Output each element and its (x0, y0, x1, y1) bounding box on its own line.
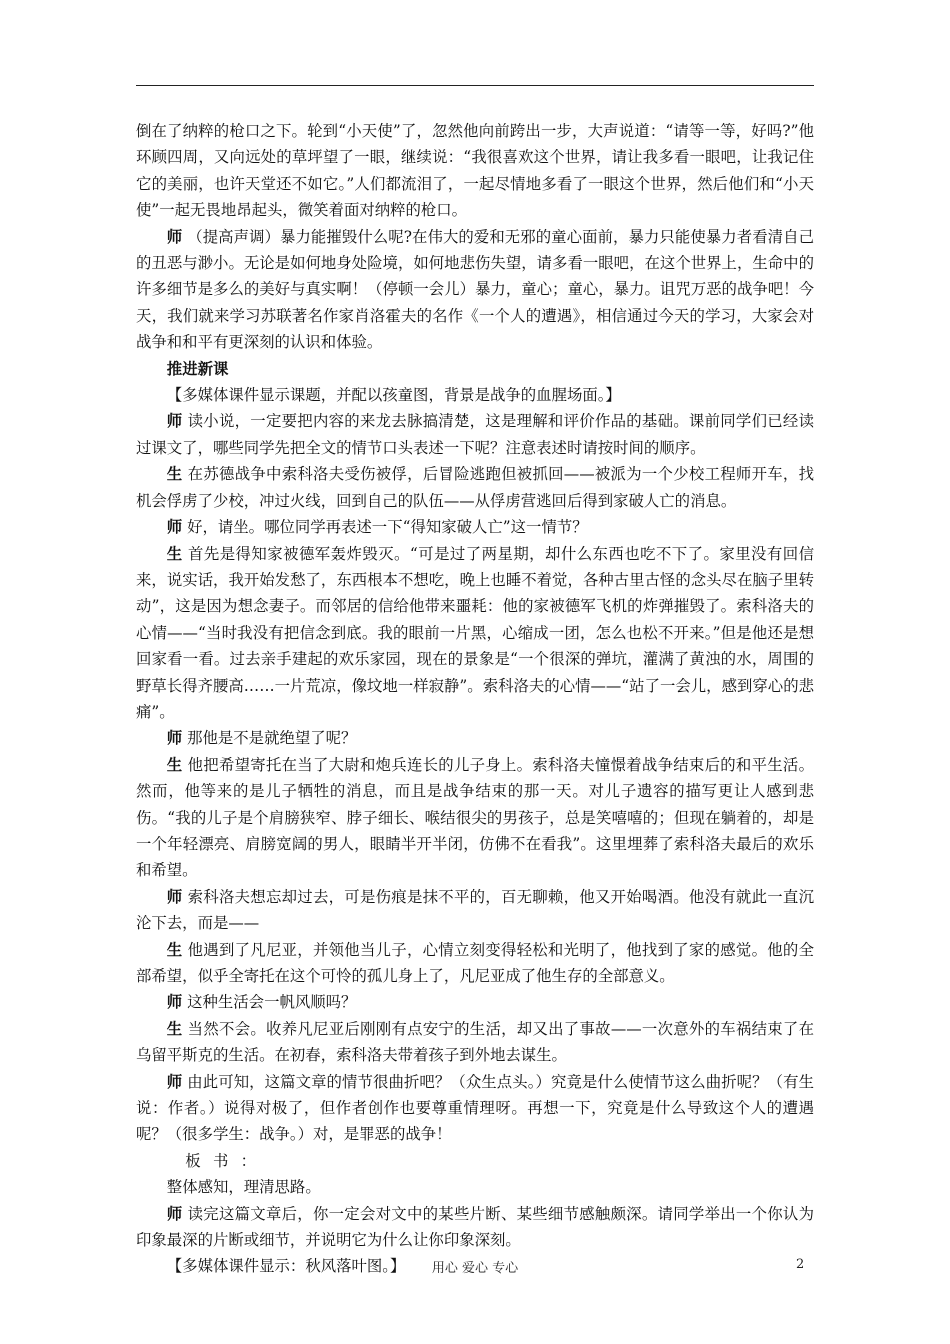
speaker-label: 师 (166, 518, 183, 537)
paragraph: 生 他把希望寄托在当了大尉和炮兵连长的儿子身上。索科洛夫憧憬着战争结束后的和平生活。然而，他等来的是儿子牺牲的消息，而且是战争结束的那一天。对儿子遗容的描写更让人感到悲伤。“我的儿子是个肩膀狭窄、脖子细长、喉结很尖的男孩子，总是笑嘻嘻的；但现在躺着的，却是一个年轻漂亮、肩膀宽阔的男人，眼睛半开半闭，仿佛不在看我”。这里埋葬了索科洛夫最后的欢乐和希望。 (136, 755, 814, 880)
document-body (136, 118, 814, 1280)
paragraph: 师 索科洛夫想忘却过去，可是伤痕是抹不平的，百无聊赖，他又开始喝酒。他没有就此一直沉沦下去，而是—— (136, 887, 814, 933)
board-text: 整体感知，理清思路。 (166, 1178, 321, 1197)
page-footer: 用心 爱心 专心 (431, 1261, 519, 1276)
speaker-label: 师 (166, 1204, 183, 1223)
paragraph: 倒在了纳粹的枪口之下。轮到“小天使”了，忽然他向前跨出一步，大声说道：“请等一等，好吗?”他环顾四周，又向远处的草坪望了一眼，继续说：“我很喜欢这个世界，请让我多看一眼吧，让我记住它的美丽，也许天堂还不如它。”人们都流泪了，一起尽情地多看了一眼这个世界，然后他们和“小天使”一起无畏地昂起头，微笑着面对纳粹的枪口。 (136, 122, 814, 220)
paragraph: 师 由此可知，这篇文章的情节很曲折吧？（众生点头。）究竟是什么使情节这么曲折呢？（有生说：作者。）说得对极了，但作者创作也要尊重情理呀。再想一下，究竟是什么导致这个人的遭遇呢？（很多学生：战争。）对，是罪恶的战争！ (136, 1072, 814, 1144)
speaker-label: 生 (166, 544, 183, 563)
speaker-label: 生 (166, 1019, 183, 1038)
speaker-label: 生 (166, 465, 183, 484)
header-rule (136, 85, 814, 86)
paragraph: 师 （提高声调）暴力能摧毁什么呢?在伟大的爱和无邪的童心面前，暴力只能使暴力者看清自己的丑恶与渺小。无论是如何地身处险境，如何地悲伤失望，请多看一眼吧，在这个世界上，生命中的许多细节是多么的美好与真实啊！（停顿一会儿）暴力，童心；童心，暴力。诅咒万恶的战争吧！今天，我们就来学习苏联著名作家肖洛霍夫的名作《一个人的遭遇》，相信通过今天的学习，大家会对战争和和平有更深刻的认识和体验。 (136, 227, 814, 352)
board-label: 板书： (185, 1151, 269, 1170)
paragraph: 【多媒体课件显示：秋风落叶图。】 (166, 1257, 406, 1276)
paragraph: 生 当然不会。收养凡尼亚后刚刚有点安宁的生活，却又出了事故——一次意外的车祸结束了在乌留平斯克的生活。在初春，索科洛夫带着孩子到外地去谋生。 (136, 1019, 814, 1065)
paragraph: 生 在苏德战争中索科洛夫受伤被俘，后冒险逃跑但被抓回——被派为一个少校工程师开车，找机会俘虏了少校，冲过火线，回到自己的队伍——从俘虏营逃回后得到家破人亡的消息。 (136, 465, 814, 510)
speaker-label: 师 (166, 993, 183, 1012)
page-number: 2 (796, 1257, 805, 1272)
paragraph: 师 那他是不是就绝望了呢？ (166, 729, 357, 748)
speaker-label: 师 (166, 887, 183, 906)
paragraph: 师 读小说，一定要把内容的来龙去脉搞清楚，这是理解和评价作品的基础。课前同学们已经读过课文了，哪些同学先把全文的情节口头表述一下呢？注意表述时请按时间的顺序。 (136, 412, 814, 457)
paragraph: 生 他遇到了凡尼亚，并领他当儿子，心情立刻变得轻松和光明了，他找到了家的感觉。他的全部希望，似乎全寄托在这个可怜的孤儿身上了，凡尼亚成了他生存的全部意义。 (136, 940, 814, 985)
speaker-label: 师 (166, 227, 183, 246)
paragraph: 生 首先是得知家被德军轰炸毁灭。“可是过了两星期，却什么东西也吃不下了。家里没有回信来，说实话，我开始发愁了，东西根本不想吃，晚上也睡不着觉，各种古里古怪的念头尽在脑子里转动”，这是因为想念妻子。而邻居的信给他带来噩耗：他的家被德军飞机的炸弹摧毁了。索科洛夫的心情——“当时我没有把信念到底。我的眼前一片黑，心缩成一团，怎么也松不开来。”但是他还是想回家看一看。过去亲手建起的欢乐家园，现在的景象是“一个很深的弹坑，灌满了黄浊的水，周围的野草长得齐腰高……一片荒凉，像坟地一样寂静”。索科洛夫的心情——“站了一会儿，感到穿心的悲痛”。 (136, 544, 814, 721)
speaker-label: 师 (166, 729, 183, 748)
paragraph: 师 好，请坐。哪位同学再表述一下“得知家破人亡”这一情节？ (166, 518, 588, 537)
speaker-label: 生 (166, 940, 183, 959)
paragraph: 【多媒体课件显示课题，并配以孩童图，背景是战争的血腥场面。】 (166, 386, 621, 405)
speaker-label: 师 (166, 1072, 183, 1091)
paragraph: 师 读完这篇文章后，你一定会对文中的某些片断、某些细节感触颇深。请同学举出一个你认为印象最深的片断或细节，并说明它为什么让你印象深刻。 (136, 1204, 814, 1250)
speaker-label: 生 (166, 755, 183, 774)
section-title: 推进新课 (166, 359, 229, 378)
speaker-label: 师 (166, 412, 183, 431)
paragraph: 师 这种生活会一帆风顺吗？ (166, 993, 357, 1012)
